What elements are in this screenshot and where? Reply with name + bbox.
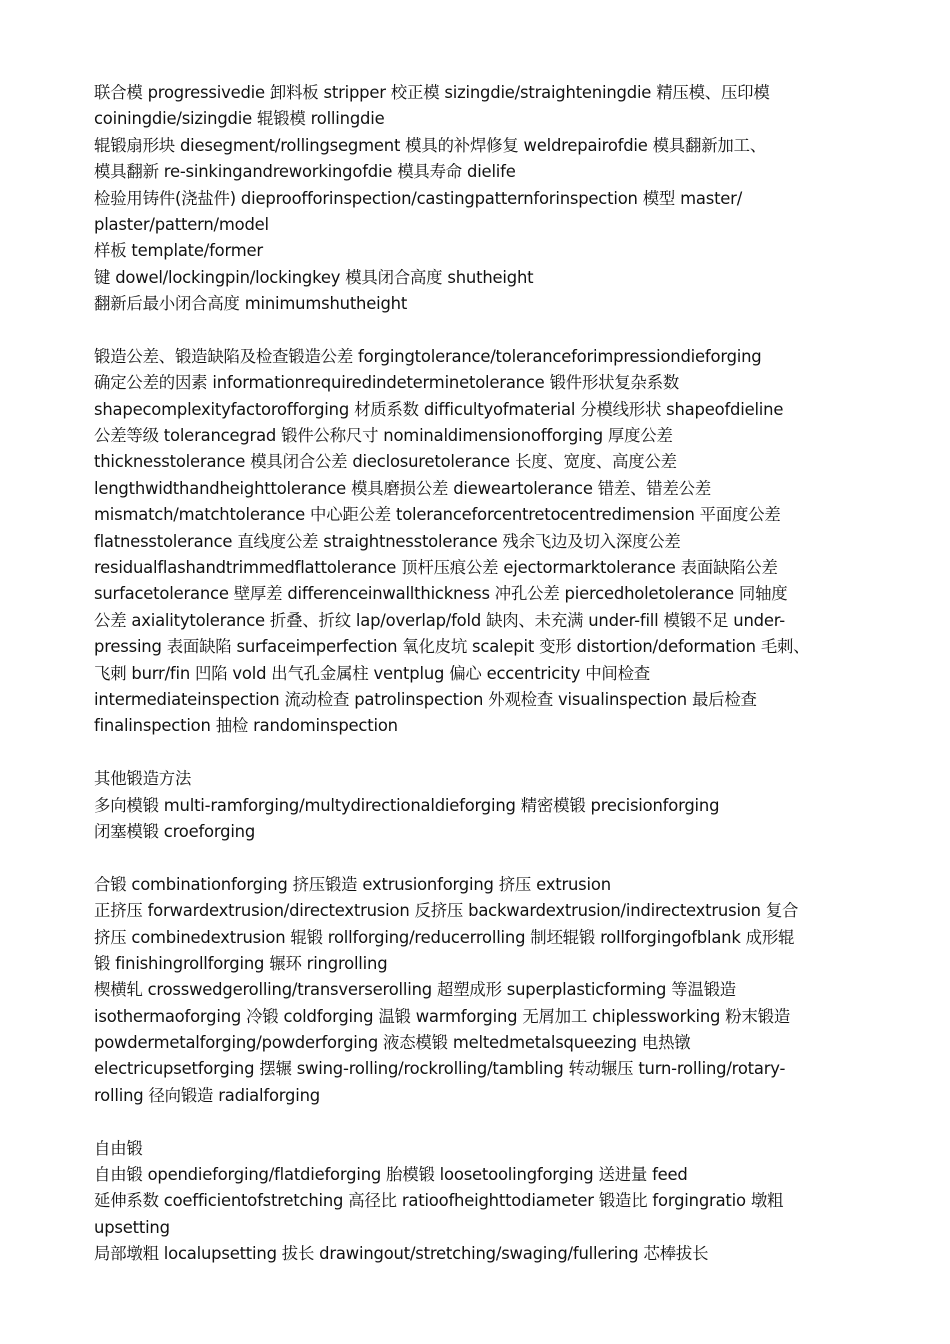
section-title: 自由锻 bbox=[94, 1138, 143, 1158]
text-line: powdermetalforging/powderforging 液态模锻 meltedmetalsqueezing 电热镦 bbox=[94, 1033, 691, 1053]
text-line: 延伸系数 coefficientofstretching 高径比 ratioofheighttodiameter 锻造比 forgingratio 墩粗 bbox=[94, 1191, 784, 1211]
text-line: coiningdie/sizingdie 辊锻模 rollingdie bbox=[94, 109, 385, 129]
text-line: surfacetolerance 壁厚差 differenceinwallthickness 冲孔公差 piercedholetolerance 同轴度 bbox=[94, 584, 788, 604]
text-line: 模具翻新 re-sinkingandreworkingofdie 模具寿命 dielife bbox=[94, 162, 516, 182]
document-page bbox=[94, 80, 824, 1268]
text-line: residualflashandtrimmedflattolerance 顶杆压痕公差 ejectormarktolerance 表面缺陷公差 bbox=[94, 558, 778, 578]
text-line: shapecomplexityfactorofforging 材质系数 difficultyofmaterial 分模线形状 shapeofdieline bbox=[94, 399, 784, 419]
text-line: upsetting bbox=[94, 1217, 170, 1237]
text-line: lengthwidthandheighttolerance 模具磨损公差 dieweartolerance 错差、错差公差 bbox=[94, 478, 712, 498]
text-line: 联合模 progressivedie 卸料板 stripper 校正模 sizingdie/straighteningdie 精压模、压印模 bbox=[94, 83, 770, 102]
text-line: 挤压 combinedextrusion 辊锻 rollforging/reducerrolling 制坯辊锻 rollforgingofblank 成形辊 bbox=[94, 927, 795, 947]
text-line: 多向模锻 multi-ramforging/multydirectionaldieforging 精密模锻 precisionforging bbox=[94, 795, 720, 815]
text-line: 锻 finishingrollforging 辗环 ringrolling bbox=[94, 953, 388, 973]
text-line: electricupsetforging 摆辗 swing-rolling/rockrolling/tambling 转动辗压 turn-rolling/rotary- bbox=[94, 1059, 786, 1079]
text-line: isothermaoforging 冷锻 coldforging 温锻 warmforging 无屑加工 chiplessworking 粉末锻造 bbox=[94, 1006, 791, 1026]
text-line: 闭塞模锻 croeforging bbox=[94, 821, 256, 841]
text-line: 楔横轧 crosswedgerolling/transverserolling 超塑成形 superplasticforming 等温锻造 bbox=[94, 980, 736, 1000]
text-line: 公差 axialitytolerance 折叠、折纹 lap/overlap/fold 缺肉、未充满 under-fill 模锻不足 under- bbox=[94, 610, 785, 630]
text-line: finalinspection 抽检 randominspection bbox=[94, 716, 398, 736]
text-line: intermediateinspection 流动检查 patrolinspection 外观检查 visualinspection 最后检查 bbox=[94, 689, 757, 709]
paragraph-gap bbox=[94, 1109, 824, 1135]
text-line: 样板 template/former bbox=[94, 241, 263, 261]
text-line: 辊锻扇形块 diesegment/rollingsegment 模具的补焊修复 weldrepairofdie 模具翻新加工、 bbox=[94, 135, 767, 155]
text-line: 键 dowel/lockingpin/lockingkey 模具闭合高度 shutheight bbox=[94, 267, 534, 287]
paragraph-gap bbox=[94, 740, 824, 766]
text-line: mismatch/matchtolerance 中心距公差 toleranceforcentretocentredimension 平面度公差 bbox=[94, 505, 781, 525]
paragraph-gap bbox=[94, 318, 824, 344]
text-line: 合锻 combinationforging 挤压锻造 extrusionforging 挤压 extrusion bbox=[94, 874, 611, 894]
text-line: rolling 径向锻造 radialforging bbox=[94, 1085, 320, 1105]
text-line: 翻新后最小闭合高度 minimumshutheight bbox=[94, 294, 408, 314]
text-line: 确定公差的因素 informationrequiredindeterminetolerance 锻件形状复杂系数 bbox=[94, 373, 680, 393]
text-line: 检验用铸件(浇盐件) dieproofforinspection/castingpatternforinspection 模型 master/ bbox=[94, 188, 743, 208]
text-line: 正挤压 forwardextrusion/directextrusion 反挤压 backwardextrusion/indirectextrusion 复合 bbox=[94, 901, 799, 921]
text-line: flatnesstolerance 直线度公差 straightnesstolerance 残余飞边及切入深度公差 bbox=[94, 531, 681, 551]
text-line: 公差等级 tolerancegrad 锻件公称尺寸 nominaldimensionofforging 厚度公差 bbox=[94, 426, 673, 446]
text-line: 飞刺 burr/fin 凹陷 vold 出气孔金属柱 ventplug 偏心 eccentricity 中间检查 bbox=[94, 663, 650, 683]
text-line: pressing 表面缺陷 surfaceimperfection 氧化皮坑 scalepit 变形 distortion/deformation 毛刺、 bbox=[94, 637, 810, 657]
text-line: plaster/pattern/model bbox=[94, 214, 269, 234]
section-title: 锻造公差、锻造缺陷及检查锻造公差 forgingtolerance/toleranceforimpressiondieforging bbox=[94, 346, 762, 366]
text-line: thicknesstolerance 模具闭合公差 dieclosuretolerance 长度、宽度、高度公差 bbox=[94, 452, 677, 472]
section-title: 其他锻造方法 bbox=[94, 769, 192, 789]
text-line: 局部墩粗 localupsetting 拔长 drawingout/stretching/swaging/fullering 芯棒拔长 bbox=[94, 1244, 709, 1264]
paragraph-gap bbox=[94, 845, 824, 871]
text-line: 自由锻 opendieforging/flatdieforging 胎模锻 loosetoolingforging 送进量 feed bbox=[94, 1165, 688, 1185]
